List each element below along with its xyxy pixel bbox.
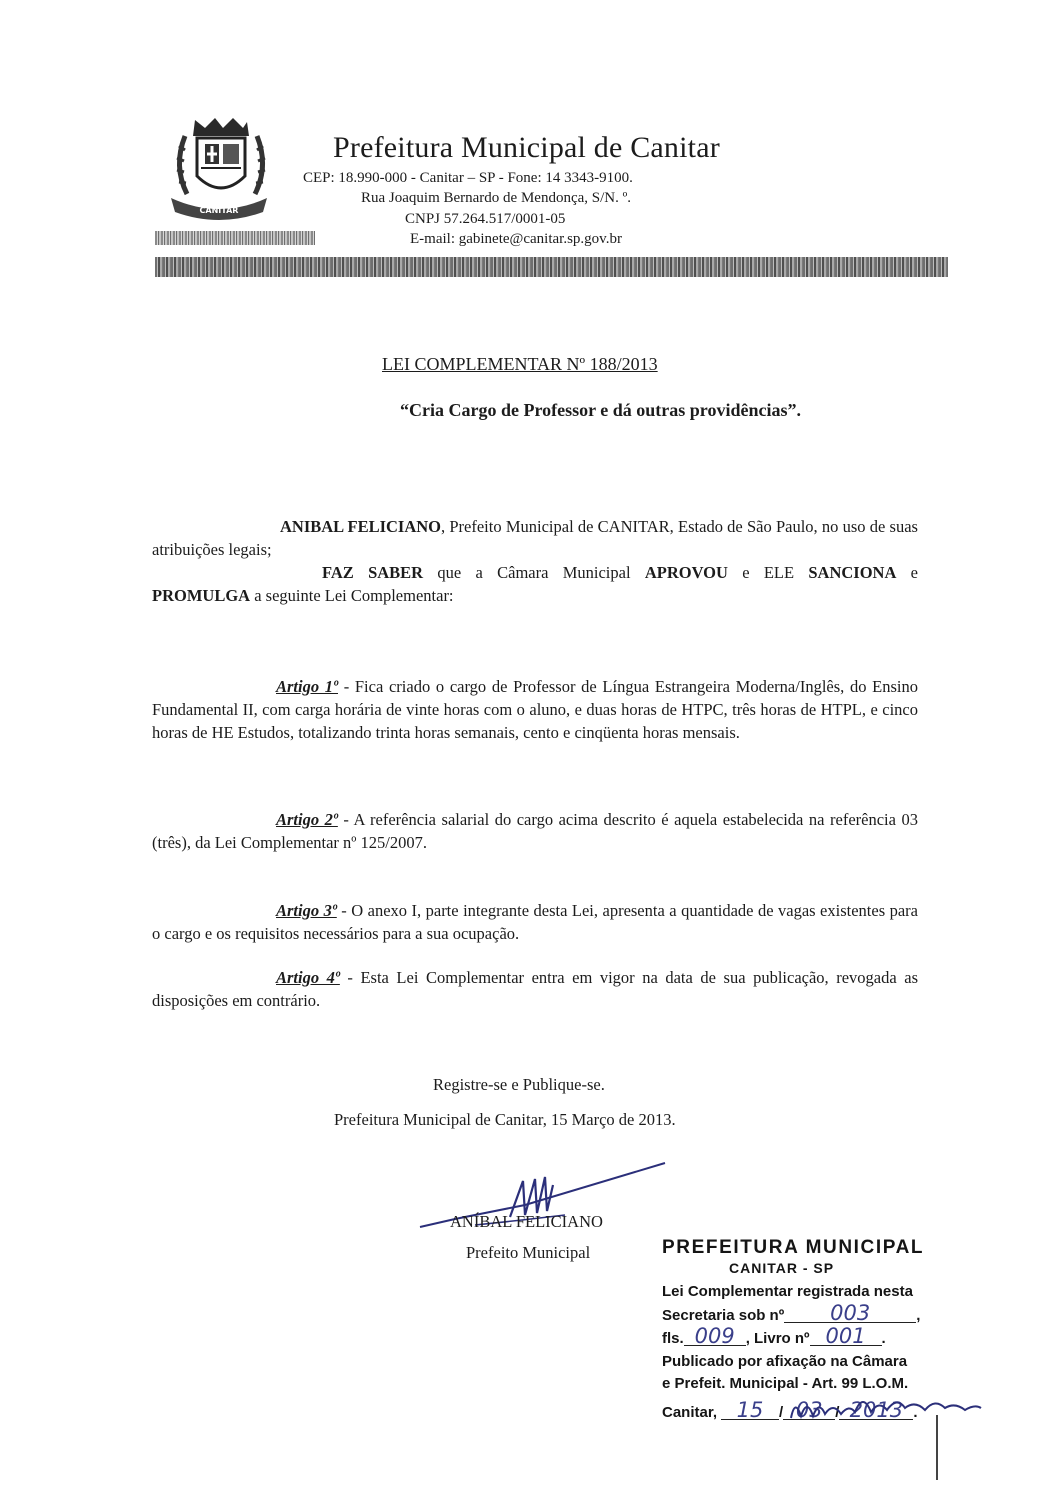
registry-number: 003	[784, 1304, 916, 1323]
stamp-date-month: 03	[783, 1401, 835, 1420]
sanciona: SANCIONA	[808, 563, 897, 582]
article-2-label: Artigo 2º	[276, 810, 338, 829]
header-decorative-stripe-small	[155, 231, 315, 245]
promulga: PROMULGA	[152, 586, 251, 605]
article-4-label: Artigo 4º	[276, 968, 340, 987]
fls-value: 009	[684, 1327, 746, 1346]
stamp-canitar-label: Canitar,	[662, 1404, 718, 1421]
article-1-label: Artigo 1º	[276, 677, 338, 696]
article-1	[152, 675, 918, 744]
preamble-paragraph	[152, 515, 918, 561]
stamp-signature	[785, 1378, 985, 1448]
article-4-text: - Esta Lei Complementar entra em vigor na data de sua publicação, revogada as disposições em contrário.	[152, 968, 918, 1010]
faz-saber: FAZ SABER	[322, 563, 424, 582]
header-cep-phone: CEP: 18.990-000 - Canitar – SP - Fone: 14 3343-9100.	[303, 170, 633, 186]
header-email: E-mail: gabinete@canitar.sp.gov.br	[410, 231, 622, 247]
law-title: LEI COMPLEMENTAR Nº 188/2013	[382, 354, 658, 374]
article-3	[152, 899, 918, 945]
enactment-text-3: e	[896, 563, 918, 582]
header-cnpj: CNPJ 57.264.517/0001-05	[405, 211, 566, 227]
stamp-line-2: Secretaria sob nº 003 ,	[662, 1301, 921, 1325]
mayor-name: ANIBAL FELICIANO	[280, 517, 442, 536]
org-name: Prefeitura Municipal de Canitar	[333, 131, 720, 164]
livro-value: 001	[810, 1327, 882, 1346]
enactment-text-4: a seguinte Lei Complementar:	[250, 586, 454, 605]
stamp-date-day: 15	[721, 1401, 779, 1420]
law-subtitle: “Cria Cargo de Professor e dá outras providências”.	[400, 400, 801, 420]
stamp-livro-label: , Livro nº	[745, 1330, 810, 1347]
article-1-text: - Fica criado o cargo de Professor de Língua Estrangeira Moderna/Inglês, do Ensino Fundamental II, com carga horária de vinte horas com o aluno, e duas horas de HTPC, três horas de HTPL, e cinco horas de HE Estudos, totalizando trinta horas semanais, cento e cinqüenta horas mensais.	[152, 677, 918, 742]
stamp-border-line	[936, 1415, 938, 1480]
municipal-crest-logo	[165, 116, 273, 226]
article-3-text: - O anexo I, parte integrante desta Lei, apresenta a quantidade de vagas existentes para o cargo e os requisitos necessários para a sua ocupação.	[152, 901, 918, 943]
article-2	[152, 808, 918, 854]
stamp-title: PREFEITURA MUNICIPAL	[662, 1237, 925, 1258]
signatory-name: ANÍBAL FELICIANO	[450, 1212, 603, 1231]
enactment-paragraph	[152, 561, 918, 607]
stamp-line-6: Canitar, 15 / 03 / 2013 .	[662, 1398, 918, 1422]
stamp-line-1: Lei Complementar registrada nesta	[662, 1283, 913, 1300]
stamp-line-5: e Prefeit. Municipal - Art. 99 L.O.M.	[662, 1375, 909, 1392]
place-and-date: Prefeitura Municipal de Canitar, 15 Março de 2013.	[334, 1110, 676, 1129]
article-2-text: - A referência salarial do cargo acima descrito é aquela estabelecida na referência 03 (três), da Lei Complementar nº 125/2007.	[152, 810, 918, 852]
registre-publique: Registre-se e Publique-se.	[433, 1075, 605, 1094]
enactment-text-2: e ELE	[727, 563, 809, 582]
signatory-role: Prefeito Municipal	[466, 1243, 591, 1262]
stamp-line-3: fls. 009 , Livro nº 001 .	[662, 1324, 886, 1348]
preamble-text: , Prefeito Municipal de CANITAR, Estado de São Paulo, no uso de suas atribuições legais;	[152, 517, 918, 559]
header-address: Rua Joaquim Bernardo de Mendonça, S/N. º.	[361, 190, 632, 206]
header-divider-stripe	[155, 257, 948, 277]
aprovou: APROVOU	[644, 563, 728, 582]
stamp-fls-label: fls.	[662, 1330, 684, 1347]
enactment-text-1: que a Câmara Municipal	[423, 563, 645, 582]
stamp-date-year: 2013	[839, 1401, 913, 1420]
stamp-secretaria-label: Secretaria sob nº	[662, 1307, 785, 1324]
article-4	[152, 966, 918, 1012]
crest-ribbon-text: CANITAR	[199, 206, 239, 215]
article-3-label: Artigo 3º	[276, 901, 337, 920]
stamp-city: CANITAR - SP	[729, 1260, 835, 1276]
stamp-line-4: Publicado por afixação na Câmara	[662, 1353, 908, 1370]
